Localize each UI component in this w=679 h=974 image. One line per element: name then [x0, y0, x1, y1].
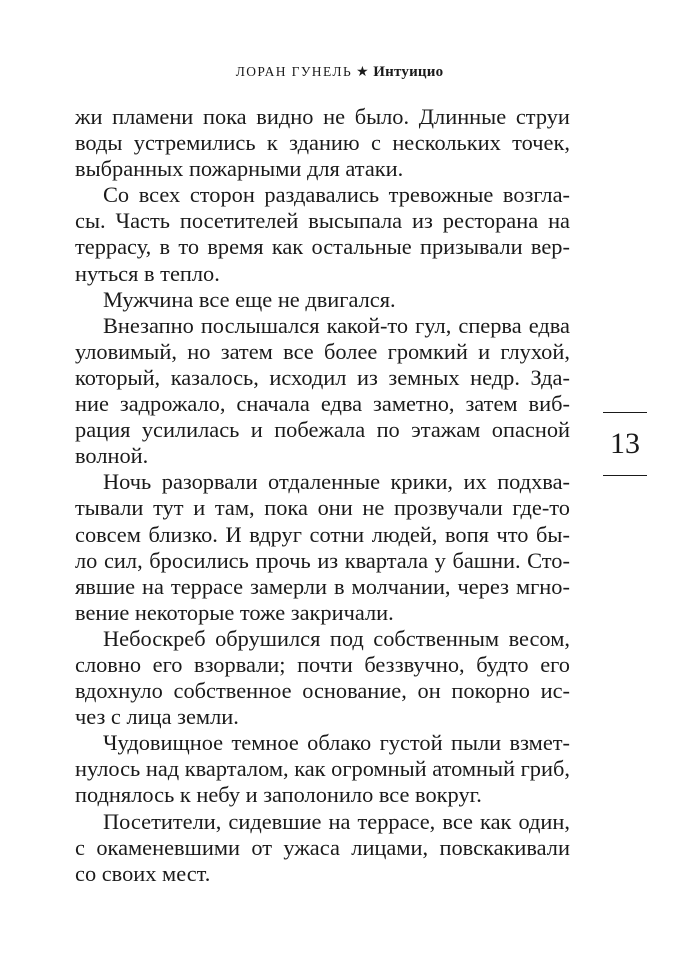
- text-line: террасу, в то время как остальные призывали вер-: [75, 234, 570, 260]
- text-line: ло сил, бросились прочь из квартала у башни. Сто-: [75, 547, 570, 573]
- text-line: воды устремились к зданию с нескольких точек,: [75, 130, 570, 156]
- header-star-separator: ★: [356, 65, 370, 80]
- text-line: Внезапно послышался какой-то гул, сперва едва: [103, 312, 570, 338]
- paragraph: [75, 182, 570, 286]
- text-line: словно его взорвали; почти беззвучно, будто его: [75, 651, 570, 677]
- paragraph: [75, 469, 570, 626]
- paragraph: [75, 313, 570, 470]
- text-line: волной.: [75, 443, 149, 469]
- text-line: нулось над кварталом, как огромный атомный гриб,: [75, 756, 570, 782]
- paragraph: [75, 626, 570, 730]
- body-text: [75, 104, 570, 887]
- text-line: который, казалось, исходил из земных недр. Зда-: [75, 364, 570, 390]
- text-line: совсем близко. И вдруг сотни людей, вопя что бы-: [75, 521, 570, 547]
- text-line: выбранных пожарными для атаки.: [75, 156, 404, 182]
- text-line: вдохнуло собственное основание, он покорно ис-: [75, 678, 570, 704]
- text-line: со своих мест.: [75, 860, 211, 886]
- page-number: 13: [610, 427, 640, 460]
- paragraph: [75, 287, 570, 313]
- header-author: ЛОРАН ГУНЕЛЬ: [235, 64, 353, 79]
- running-header: [0, 62, 679, 83]
- page-number-rule-bottom: [603, 475, 647, 476]
- paragraph: [75, 104, 570, 182]
- header-book-title: Интуицио: [373, 64, 444, 80]
- text-line: тывали тут и там, пока они не прозвучали где-то: [75, 495, 570, 521]
- text-line: Небоскреб обрушился под собственным весом,: [103, 625, 570, 651]
- paragraph: [75, 809, 570, 887]
- text-line: сы. Часть посетителей высыпала из ресторана на: [75, 208, 570, 234]
- text-line: уловимый, но затем все более громкий и глухой,: [75, 338, 570, 364]
- text-line: нуться в тепло.: [75, 260, 220, 286]
- text-line: рация усилилась и побежала по этажам опасной: [75, 417, 570, 443]
- text-line: вение некоторые тоже закричали.: [75, 599, 394, 625]
- text-line: явшие на террасе замерли в молчании, через мгно-: [75, 573, 570, 599]
- text-line: Со всех сторон раздавались тревожные возгла-: [103, 182, 570, 208]
- text-line: Чудовищное темное облако густой пыли взмет-: [103, 730, 570, 756]
- text-line: ние задрожало, сначала едва заметно, затем виб-: [75, 391, 570, 417]
- text-line: Посетители, сидевшие на террасе, все как один,: [103, 808, 570, 834]
- text-line: Ночь разорвали отдаленные крики, их подхва-: [103, 469, 570, 495]
- text-line: поднялось к небу и заполонило все вокруг.: [75, 782, 482, 808]
- paragraph: [75, 730, 570, 808]
- text-line: жи пламени пока видно не было. Длинные струи: [75, 104, 570, 129]
- page-number-block: [603, 412, 647, 476]
- text-line: чез с лица земли.: [75, 704, 239, 730]
- text-line: Мужчина все еще не двигался.: [103, 286, 396, 312]
- text-line: с окаменевшими от ужаса лицами, повскакивали: [75, 834, 570, 860]
